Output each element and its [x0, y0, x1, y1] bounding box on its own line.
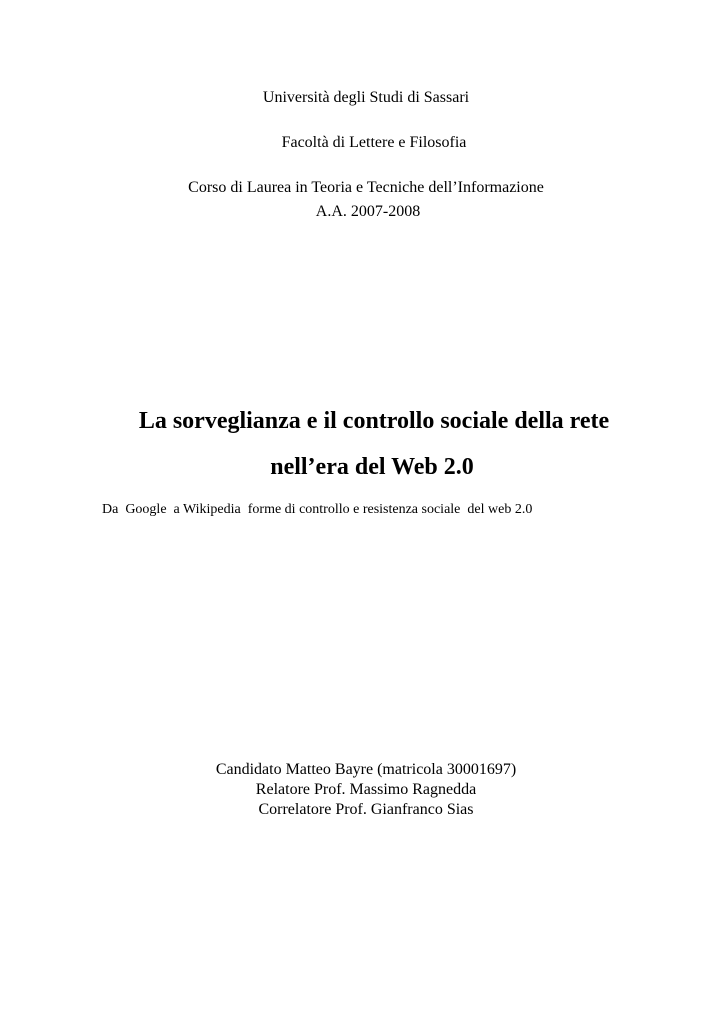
- university-name: Università degli Studi di Sassari: [262, 89, 470, 106]
- academic-year: A.A. 2007-2008: [315, 203, 421, 220]
- faculty-name: Facoltà di Lettere e Filosofia: [281, 134, 467, 151]
- thesis-subtitle: Da Google a Wikipedia forme di controllo e resistenza sociale del web 2.0: [102, 502, 533, 517]
- course-name: Corso di Laurea in Teoria e Tecniche dell’Informazione: [188, 179, 544, 196]
- co-advisor-line: Correlatore Prof. Gianfranco Sias: [258, 801, 474, 818]
- advisor-line: Relatore Prof. Massimo Ragnedda: [255, 781, 477, 798]
- candidate-line: Candidato Matteo Bayre (matricola 30001697): [215, 761, 517, 778]
- thesis-title-line-1: La sorveglianza e il controllo sociale della rete: [138, 408, 610, 434]
- thesis-title-line-2: nell’era del Web 2.0: [270, 454, 474, 480]
